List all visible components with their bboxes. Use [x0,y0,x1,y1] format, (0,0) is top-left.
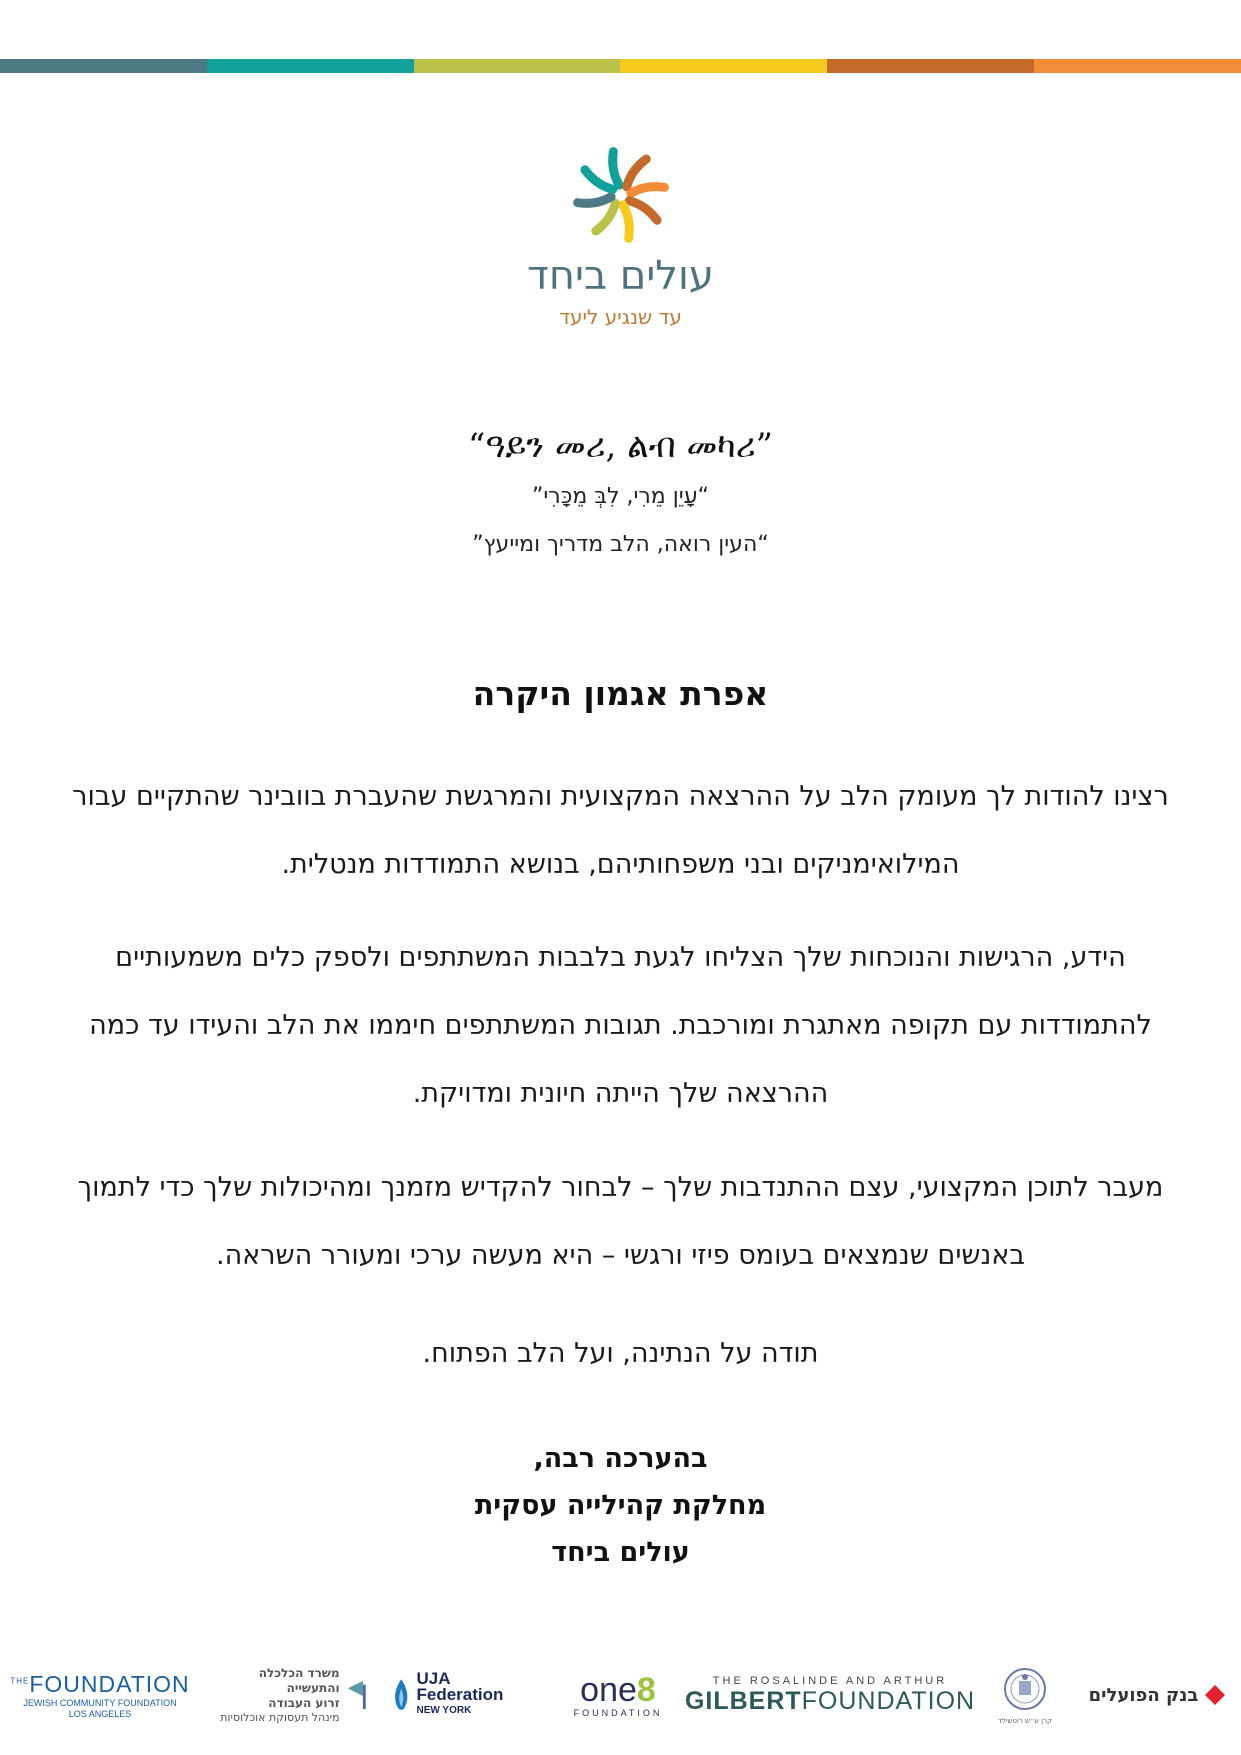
one8-foundation-logo [568,1660,668,1730]
sponsor-logos [0,1660,1241,1730]
signature-organization: עולים ביחד [551,1537,690,1568]
stripe-segment [414,59,621,73]
stripe-segment [1034,59,1241,73]
burst-ray [610,152,619,186]
burst-ray [622,204,631,238]
flame-icon [392,1676,410,1714]
signature-block [0,1435,1241,1576]
body-paragraph: מעבר לתוכן המקצועי, עצם ההתנדבות שלך – לבחור להקדיש מזמנך ומהיכולות שלך כדי לתמוך באנשים שנמצאים בעומס פיזי ורגשי – היא מעשה ערכי ומעורר השראה. [77,1172,1164,1271]
bank-hapoalim-logo [1085,1660,1230,1730]
burst-ray [595,203,617,233]
body-paragraph: רצינו להודות לך מעומק הלב על ההרצאה המקצועית והמרגשת שהעברת בוובינר שהתקיים עבור המילואימניקים ובני משפחותיהם, בנושא התמודדות מנטלית. [72,781,1169,880]
jcf-logo-sub: JEWISH COMMUNITY FOUNDATION LOS ANGELES [23,1697,177,1719]
body-paragraph: תודה על הנתינה, ועל הלב הפתוח. [422,1338,819,1369]
burst-ray [629,198,659,220]
logo-tagline: עד שנגיע ליעד [559,305,682,329]
gilbert-foundation-logo [684,1660,976,1730]
signature-closing: בהערכה רבה, [533,1443,708,1474]
olim-beyahad-logo [0,140,1241,328]
stripe-segment [620,59,827,73]
quote-amharic: ”ዓይን መሪ, ልብ መካሪ“ [467,426,774,466]
color-stripe [0,59,1241,73]
crest-icon [1001,1665,1049,1713]
gilbert-top: THE ROSALINDE AND ARTHUR [712,1675,948,1687]
ministry-economy-logo [210,1660,370,1730]
ministry-text: משרד הכלכלה והתעשייה זרוע העבודה מינהל תעסוקת אוכלוסיות [220,1665,340,1724]
logo-name: עולים ביחד [527,253,714,299]
greeting-heading: אפרת אגמון היקרה [472,674,769,713]
one8-wordmark: one8 [580,1671,656,1709]
uja-federation-logo [392,1660,532,1730]
one8-sub: FOUNDATION [573,1708,663,1718]
diamond-icon [1204,1684,1226,1706]
signature-department: מחלקת קהילייה עסקית [474,1490,767,1521]
rothschild-foundation-logo [990,1660,1060,1730]
body-paragraph: הידע, הרגישות והנוכחות שלך הצליחו לגעת בלבבות המשתתפים ולספק כלים משמעותיים להתמודדות עם תקופה מאתגרת ומורכבת. תגובות המשתתפים חיממו את הלב והעידו עד כמה ההרצאה שלך הייתה חיונית ומדויקת. [89,942,1152,1109]
burst-icon [566,140,676,250]
gilbert-wordmark: GILBERTFOUNDATION [684,1687,976,1715]
stripe-segment [827,59,1034,73]
jcf-logo [10,1660,190,1730]
burst-ray [583,170,613,192]
burst-ray [630,184,664,193]
quote-transliteration: “עָיֵן מֵרִי, לִבְּ מֵכָּרִי” [531,484,710,509]
burst-ray [577,197,611,206]
burst-ray [624,157,646,187]
uja-text: UJA Federation NEW YORK [416,1669,504,1716]
stripe-segment [207,59,414,73]
rothschild-caption: קרן ע״ש רוטשילד [998,1717,1052,1725]
stripe-segment [0,59,207,73]
hapoalim-text: בנק הפועלים [1088,1684,1199,1706]
jcf-logo-text: $^{THE}$FOUNDATION [10,1670,190,1697]
quote-hebrew: “העין רואה, הלב מדריך ומייעץ” [472,532,769,557]
ministry-emblem-icon [346,1678,370,1712]
